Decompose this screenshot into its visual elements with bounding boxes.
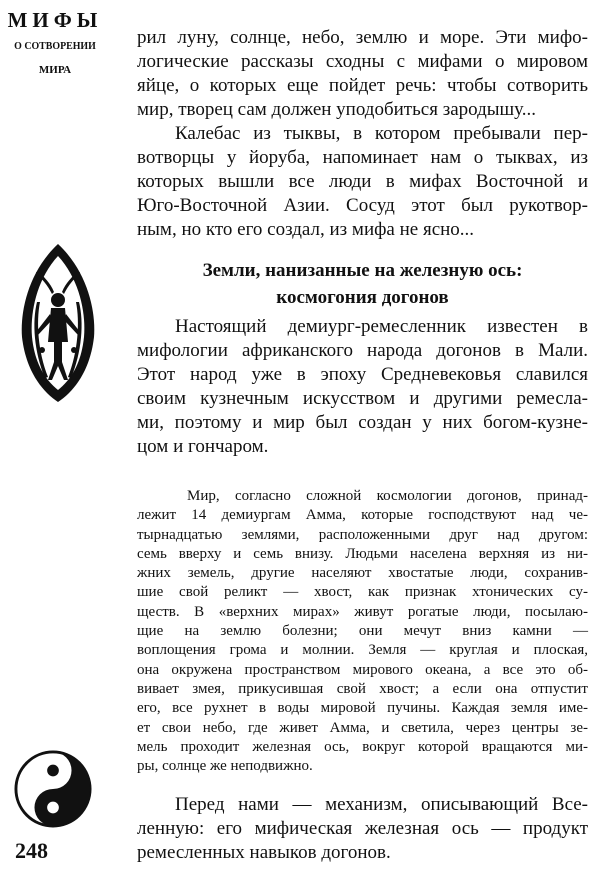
text-line: мир, творец сам должен уподобиться зародышу... bbox=[137, 99, 536, 120]
text-line: вотворцы у йоруба, напоминает нам о тыквах, из bbox=[137, 147, 588, 168]
text-line: воплощения грома и молнии. Земля — круглая и плоская, bbox=[137, 642, 588, 659]
text-line: щие на землю болезни; они мечут вниз камни — bbox=[137, 623, 588, 640]
text-line: ремесленных навыков догонов. bbox=[137, 842, 391, 863]
text-line: Перед нами — механизм, описывающий Все- bbox=[175, 794, 588, 815]
paragraph-5 bbox=[137, 793, 588, 865]
text-line: яйце, о которых еще пойдет речь: чтобы сотворить bbox=[137, 75, 588, 96]
heading-line: космогония догонов bbox=[276, 287, 449, 308]
text-line: ленную: его мифическая железная ось — продукт bbox=[137, 818, 588, 839]
text-line: которых вышли все люди в мифах Восточной и bbox=[137, 171, 588, 192]
text-line: Настоящий демиург-ремесленник известен в bbox=[175, 316, 588, 337]
text-line: цом и гончаром. bbox=[137, 436, 269, 457]
text-line: жних земель, другие населяют хвостатые люди, сохранив- bbox=[137, 565, 588, 582]
running-head-title: МИФЫ bbox=[7, 8, 103, 32]
text-line: шие свой реликт — хвост, как признак хтонических су- bbox=[137, 584, 588, 601]
text-line: Мир, согласно сложной космологии догонов, принад- bbox=[187, 488, 588, 504]
horned-figure-ornament-icon bbox=[18, 242, 98, 404]
yin-yang-icon bbox=[14, 750, 92, 828]
text-line: ры, солнце же неподвижно. bbox=[137, 758, 313, 775]
text-line: рил луну, солнце, небо, землю и море. Эти мифо- bbox=[137, 27, 588, 48]
text-line: Юго-Восточной Азии. Сосуд этот был рукотвор- bbox=[137, 195, 588, 216]
text-line: мифологии африканского народа догонов в Мали. bbox=[137, 340, 588, 361]
inset-paragraph bbox=[137, 487, 588, 776]
text-line: своим кузнечным искусством и другими ремесла- bbox=[137, 388, 588, 409]
text-line: лежит 14 демиургам Амма, которые господствуют над че- bbox=[137, 507, 588, 524]
text-line: тырнадцатью землями, расположенными друг над другом: bbox=[137, 526, 588, 543]
text-line: вивает змея, прикусившая свой хвост; а если она отпустит bbox=[137, 680, 588, 697]
text-line: мель проходит железная ось, вокруг которой вращаются ми- bbox=[137, 738, 588, 755]
text-line: она окружена пространством мирового океана, а все это об- bbox=[137, 661, 588, 678]
section-heading bbox=[137, 257, 588, 311]
text-line: ным, но кто его создал, из мифа не ясно... bbox=[137, 219, 475, 240]
paragraph-1 bbox=[137, 26, 588, 242]
text-line: ществ. В «верхних мирах» живут рогатые люди, посылаю- bbox=[137, 603, 588, 620]
text-line: Этот народ уже в эпоху Средневековья славился bbox=[137, 364, 588, 385]
text-line: ми, поэтому и мир был создан у них богом-кузне- bbox=[137, 412, 588, 433]
page-number: 248 bbox=[15, 838, 48, 863]
text-line: ет свои небо, где живет Амма, и светила, через центры зе- bbox=[137, 719, 588, 736]
paragraph-3 bbox=[137, 315, 588, 459]
heading-line: Земли, нанизанные на железную ось: bbox=[202, 260, 523, 281]
running-head-subtitle-2: МИРА bbox=[38, 64, 72, 76]
running-head-subtitle: О СОТВОРЕНИИ bbox=[14, 40, 96, 52]
text-line: семь вверху и семь внизу. Людьми населена верхняя из ни- bbox=[137, 545, 588, 562]
text-line: логические рассказы сходны с мифами о мировом bbox=[137, 51, 588, 72]
text-line: Калебас из тыквы, в котором пребывали пер- bbox=[175, 123, 588, 144]
text-line: его, все рухнет в воды мировой пучины. Каждая земля име- bbox=[137, 700, 588, 717]
